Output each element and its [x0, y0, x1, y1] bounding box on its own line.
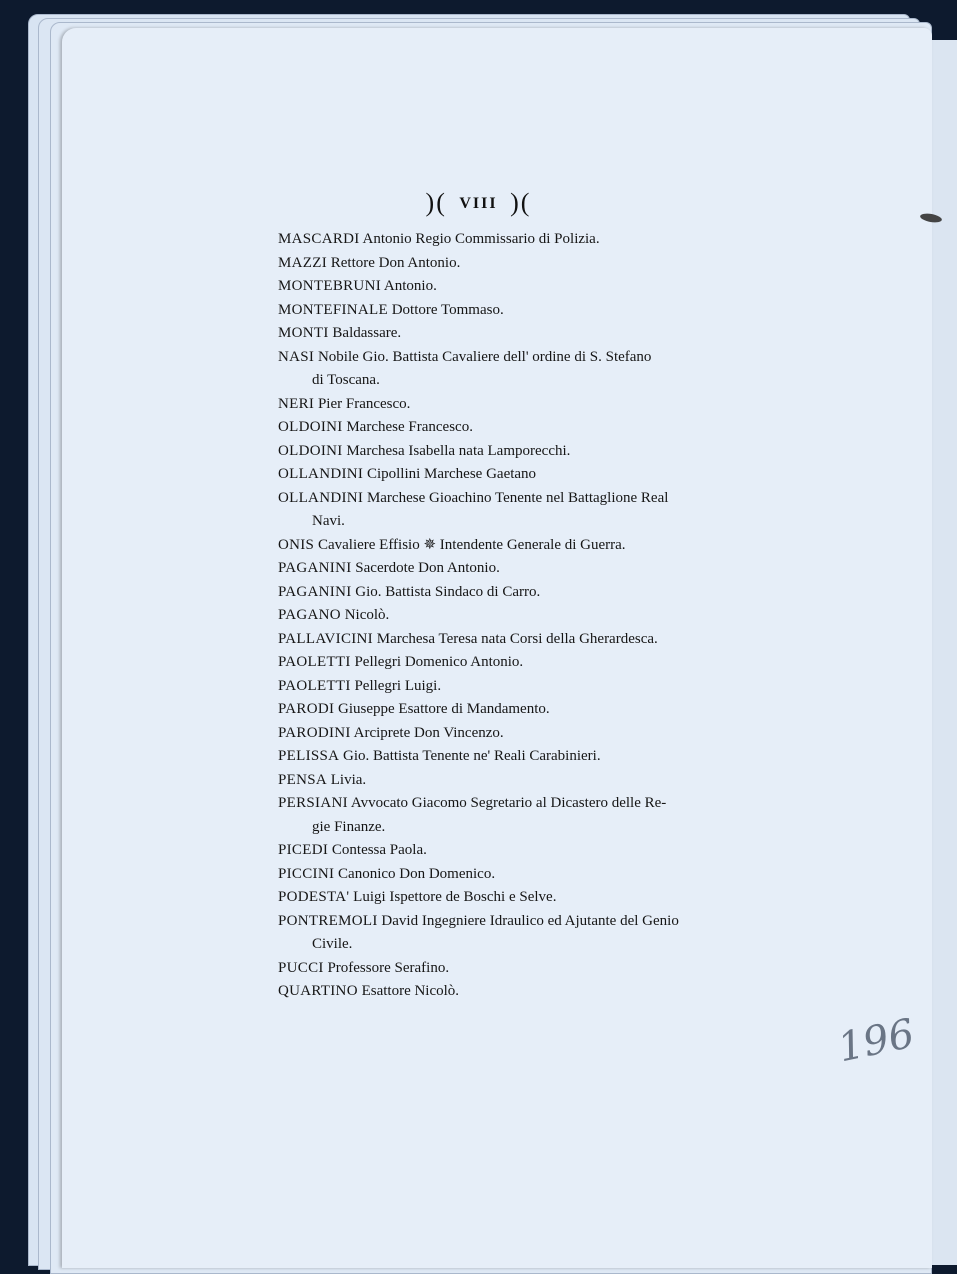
entry-details: Giuseppe Esattore di Mandamento.: [334, 701, 550, 717]
list-item: [278, 557, 764, 581]
list-item: [278, 534, 764, 558]
entry-details: Marchese Gioachino Tenente nel Battaglione Real: [363, 489, 669, 506]
entry-surname: PUCCI: [278, 959, 324, 976]
section-header: [0, 188, 957, 218]
list-item: [278, 440, 764, 464]
entry-details: Marchesa Isabella nata Lamporecchi.: [342, 442, 571, 459]
entry-surname: OLDOINI: [278, 442, 343, 459]
list-item: [278, 980, 764, 1004]
list-item: [278, 863, 764, 887]
entry-surname: PERSIANI: [278, 795, 348, 811]
entry-details: Baldassare.: [328, 325, 402, 341]
entry-surname: OLDOINI: [278, 419, 343, 435]
list-item: [278, 581, 764, 605]
facing-page-edge: [930, 40, 957, 1265]
entry-details: Professore Serafino.: [323, 959, 450, 976]
list-item: [278, 839, 764, 863]
entry-details: Antonio.: [381, 278, 437, 294]
entry-details: David Ingegniere Idraulico ed Ajutante del Genio: [377, 912, 679, 929]
handwritten-page-number: 196: [834, 1010, 919, 1072]
entry-continuation: gie Finanze.: [312, 818, 386, 835]
entry-surname: PENSA: [278, 771, 328, 788]
list-item: [278, 651, 764, 675]
entry-details: Marchesa Teresa nata Corsi della Gherardesca.: [372, 630, 658, 647]
entry-details: Marchese Francesco.: [342, 419, 473, 435]
entry-details: Arciprete Don Vincenzo.: [350, 724, 504, 741]
entry-details: Cipollini Marchese Gaetano: [363, 466, 537, 482]
entry-surname: MAZZI: [278, 254, 327, 271]
list-item: [278, 792, 764, 839]
entry-surname: PICCINI: [278, 865, 335, 882]
entry-surname: MONTEBRUNI: [278, 278, 381, 294]
entry-surname: PODESTA': [278, 889, 350, 905]
list-item: [278, 275, 764, 299]
entry-surname: PONTREMOLI: [278, 912, 378, 929]
list-item: [278, 886, 764, 910]
entry-details: Nicolò.: [340, 607, 390, 623]
ornament-right: )(: [510, 188, 532, 217]
list-item: [278, 346, 764, 393]
list-item: [278, 722, 764, 746]
list-item: [278, 698, 764, 722]
name-list: [278, 228, 764, 1004]
list-item: [278, 416, 764, 440]
list-item: [278, 628, 764, 652]
entry-details: Gio. Battista Sindaco di Carro.: [351, 583, 541, 600]
entry-details: Antonio Regio Commissario di Polizia.: [359, 231, 600, 247]
entry-continuation: Navi.: [312, 513, 345, 529]
entry-surname: OLLANDINI: [278, 466, 364, 482]
list-item: [278, 604, 764, 628]
entry-surname: PAOLETTI: [278, 654, 351, 670]
entry-details: Pier Francesco.: [314, 395, 411, 412]
list-item: [278, 393, 764, 417]
list-item: [278, 252, 764, 276]
list-item: [278, 487, 764, 534]
entry-surname: PARODINI: [278, 724, 351, 741]
entry-surname: PARODI: [278, 701, 335, 717]
entry-details: Contessa Paola.: [328, 842, 427, 858]
entry-details: Sacerdote Don Antonio.: [351, 560, 500, 576]
entry-surname: MASCARDI: [278, 231, 360, 247]
entry-surname: ONIS: [278, 536, 315, 553]
entry-details: Livia.: [327, 771, 367, 788]
list-item: [278, 910, 764, 957]
ornament-left: )(: [425, 188, 447, 217]
entry-details: Nobile Gio. Battista Cavaliere dell' ordine di S. Stefano: [314, 348, 652, 365]
entry-surname: PALLAVICINI: [278, 630, 373, 647]
entry-details: Gio. Battista Tenente ne' Reali Carabinieri.: [339, 748, 601, 764]
entry-surname: NASI: [278, 348, 315, 365]
section-number: VIII: [459, 195, 498, 212]
list-item: [278, 745, 764, 769]
entry-surname: PAGANINI: [278, 583, 352, 600]
entry-details: Luigi Ispettore de Boschi e Selve.: [349, 889, 557, 905]
entry-surname: OLLANDINI: [278, 489, 364, 506]
entry-surname: PAOLETTI: [278, 677, 351, 694]
entry-surname: MONTEFINALE: [278, 301, 388, 318]
entry-continuation: Civile.: [312, 936, 353, 952]
entry-details: Cavaliere Effisio ✵ Intendente Generale di Guerra.: [314, 536, 626, 553]
entry-details: Pellegri Domenico Antonio.: [350, 654, 524, 670]
entry-details: Esattore Nicolò.: [357, 983, 460, 999]
entry-details: Canonico Don Domenico.: [334, 865, 496, 882]
list-item: [278, 463, 764, 487]
entry-surname: MONTI: [278, 325, 329, 341]
entry-continuation: di Toscana.: [312, 372, 380, 388]
list-item: [278, 769, 764, 793]
entry-surname: QUARTINO: [278, 983, 358, 999]
entry-surname: PAGANO: [278, 607, 341, 623]
entry-details: Avvocato Giacomo Segretario al Dicastero delle Re-: [347, 795, 667, 811]
entry-surname: PICEDI: [278, 842, 329, 858]
entry-surname: NERI: [278, 395, 315, 412]
entry-details: Rettore Don Antonio.: [327, 254, 461, 271]
entry-surname: PELISSA: [278, 748, 340, 764]
list-item: [278, 322, 764, 346]
list-item: [278, 957, 764, 981]
entry-surname: PAGANINI: [278, 560, 352, 576]
entry-details: Dottore Tommaso.: [387, 301, 504, 318]
list-item: [278, 228, 764, 252]
list-item: [278, 675, 764, 699]
entry-details: Pellegri Luigi.: [350, 677, 442, 694]
list-item: [278, 299, 764, 323]
